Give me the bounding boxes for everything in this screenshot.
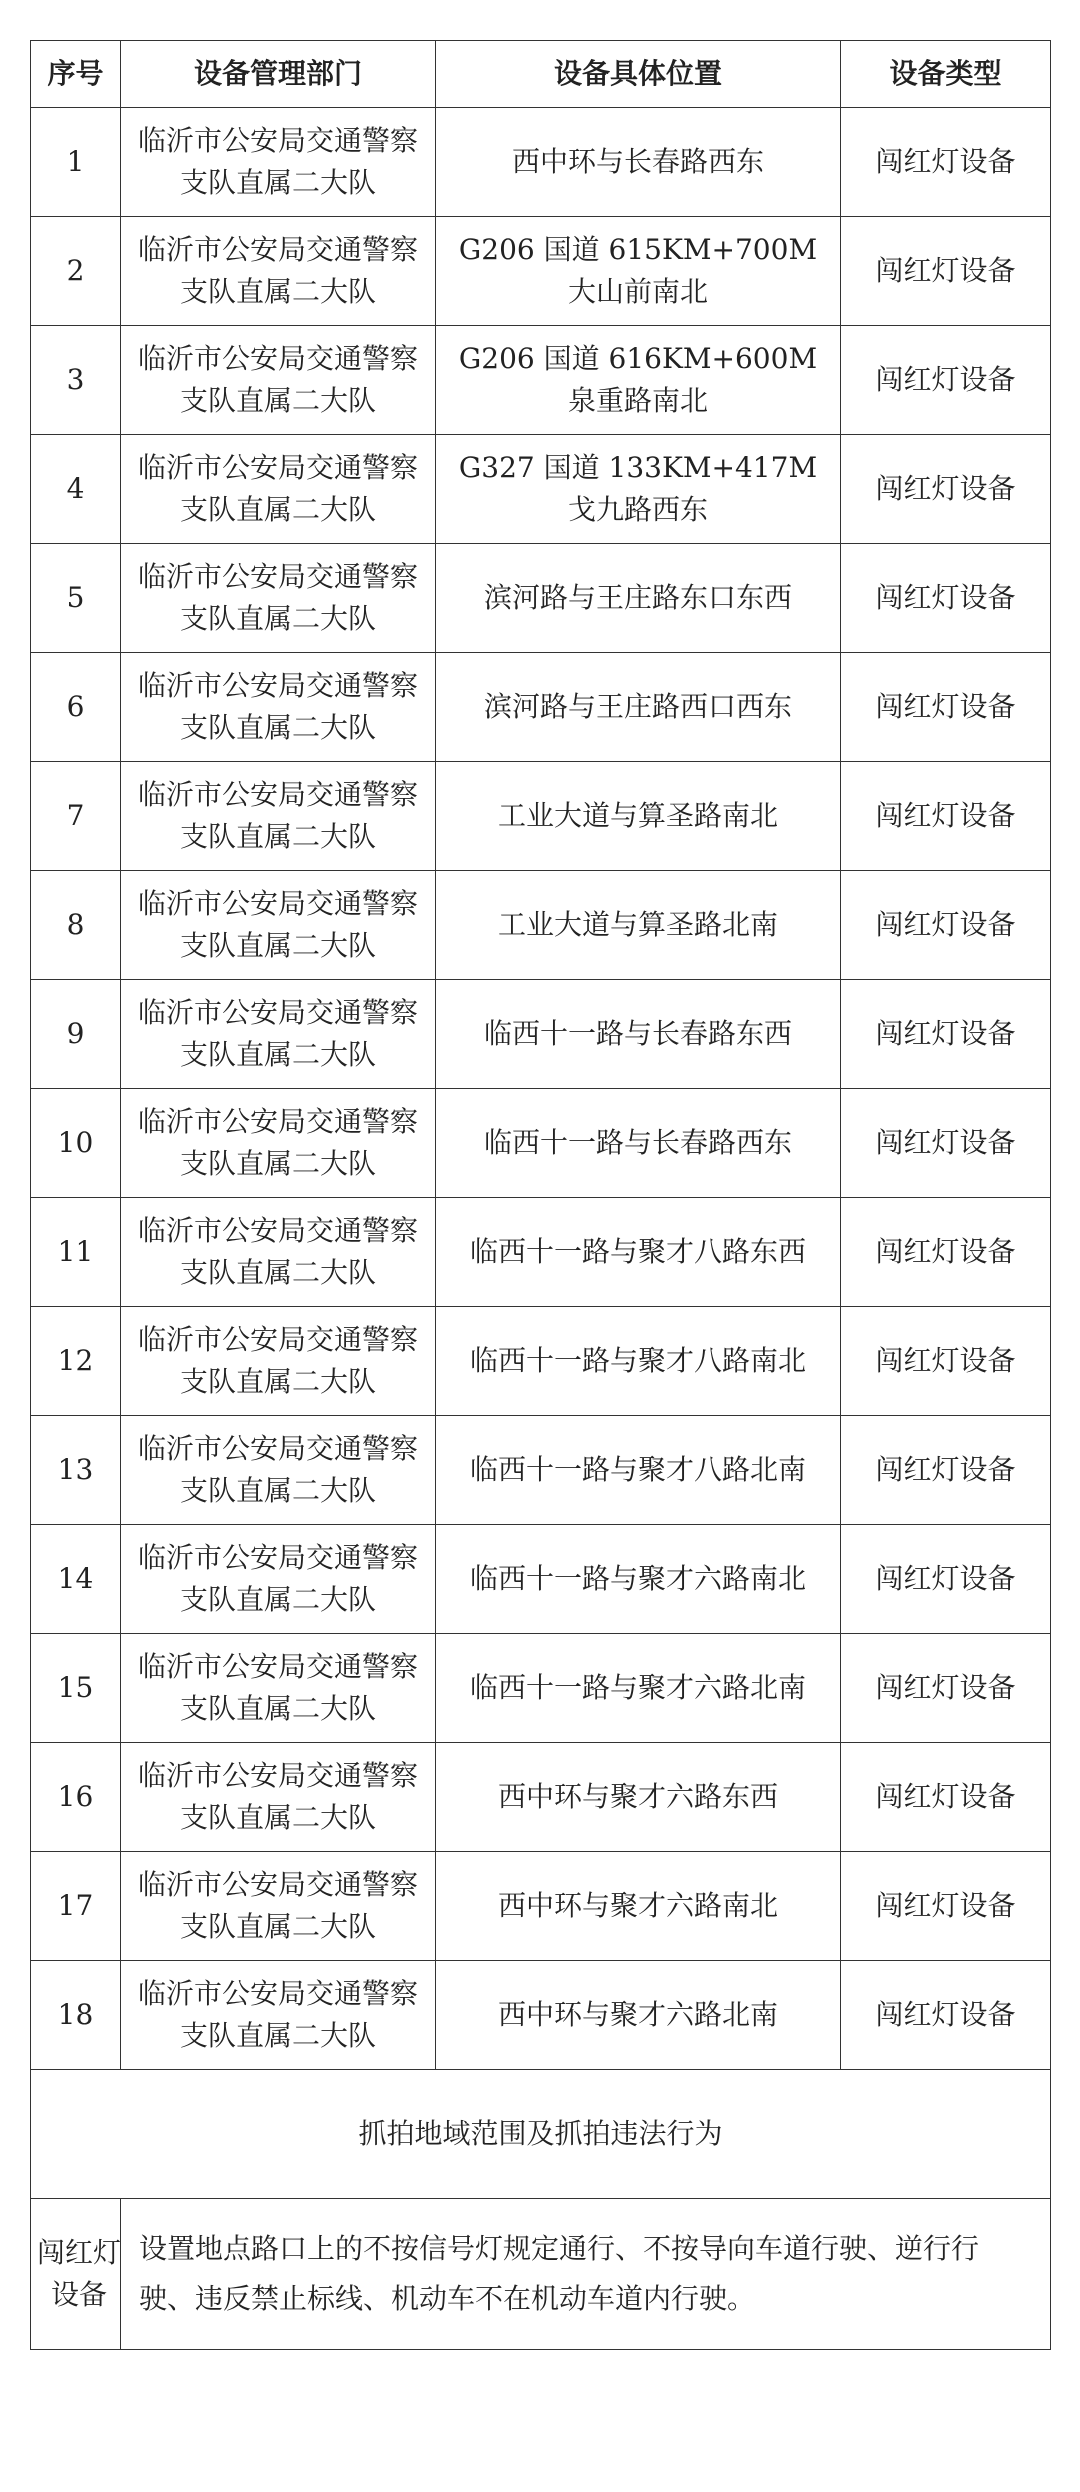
cell-dept: 临沂市公安局交通警察支队直属二大队 <box>121 1525 436 1634</box>
cell-dept: 临沂市公安局交通警察支队直属二大队 <box>121 326 436 435</box>
device-table <box>30 40 1051 2350</box>
cell-dept: 临沂市公安局交通警察支队直属二大队 <box>121 1307 436 1416</box>
cell-type: 闯红灯设备 <box>841 1961 1051 2070</box>
cell-seq: 1 <box>31 108 121 217</box>
cell-location: 西中环与长春路西东 <box>436 108 841 217</box>
cell-location: 工业大道与算圣路南北 <box>436 762 841 871</box>
table-row <box>31 1307 1051 1416</box>
cell-seq: 7 <box>31 762 121 871</box>
cell-dept: 临沂市公安局交通警察支队直属二大队 <box>121 762 436 871</box>
section-title: 抓拍地域范围及抓拍违法行为 <box>31 2070 1051 2199</box>
cell-location: 西中环与聚才六路北南 <box>436 1961 841 2070</box>
cell-seq: 4 <box>31 435 121 544</box>
table-row <box>31 435 1051 544</box>
table-row <box>31 980 1051 1089</box>
cell-location: G206 国道 615KM+700M 大山前南北 <box>436 217 841 326</box>
cell-seq: 5 <box>31 544 121 653</box>
cell-type: 闯红灯设备 <box>841 1634 1051 1743</box>
cell-dept: 临沂市公安局交通警察支队直属二大队 <box>121 871 436 980</box>
cell-type: 闯红灯设备 <box>841 1852 1051 1961</box>
table-row <box>31 1743 1051 1852</box>
cell-location: 西中环与聚才六路东西 <box>436 1743 841 1852</box>
table-row <box>31 1961 1051 2070</box>
table-row <box>31 217 1051 326</box>
cell-seq: 3 <box>31 326 121 435</box>
table-row <box>31 871 1051 980</box>
cell-seq: 12 <box>31 1307 121 1416</box>
cell-type: 闯红灯设备 <box>841 108 1051 217</box>
cell-dept: 临沂市公安局交通警察支队直属二大队 <box>121 1743 436 1852</box>
table-row <box>31 108 1051 217</box>
cell-seq: 18 <box>31 1961 121 2070</box>
table-row <box>31 1089 1051 1198</box>
rule-label-text: 闯红灯设备 <box>37 2236 122 2311</box>
cell-type: 闯红灯设备 <box>841 1743 1051 1852</box>
cell-location: 临西十一路与聚才六路南北 <box>436 1525 841 1634</box>
rule-row <box>31 2199 1051 2350</box>
cell-seq: 11 <box>31 1198 121 1307</box>
cell-location: 滨河路与王庄路东口东西 <box>436 544 841 653</box>
cell-location: 临西十一路与聚才六路北南 <box>436 1634 841 1743</box>
cell-location: 西中环与聚才六路南北 <box>436 1852 841 1961</box>
table-row <box>31 544 1051 653</box>
cell-seq: 16 <box>31 1743 121 1852</box>
table-row <box>31 653 1051 762</box>
cell-seq: 13 <box>31 1416 121 1525</box>
section-title-row <box>31 2070 1051 2199</box>
rule-text: 设置地点路口上的不按信号灯规定通行、不按导向车道行驶、逆行行驶、违反禁止标线、机动车不在机动车道内行驶。 <box>121 2199 1051 2350</box>
table-row <box>31 1634 1051 1743</box>
cell-location: 临西十一路与长春路东西 <box>436 980 841 1089</box>
cell-location: 临西十一路与聚才八路南北 <box>436 1307 841 1416</box>
cell-location: G206 国道 616KM+600M 泉重路南北 <box>436 326 841 435</box>
cell-seq: 17 <box>31 1852 121 1961</box>
cell-type: 闯红灯设备 <box>841 653 1051 762</box>
table-row <box>31 1416 1051 1525</box>
cell-seq: 8 <box>31 871 121 980</box>
cell-location: 临西十一路与聚才八路北南 <box>436 1416 841 1525</box>
table-row <box>31 1852 1051 1961</box>
cell-type: 闯红灯设备 <box>841 980 1051 1089</box>
header-dept: 设备管理部门 <box>121 41 436 108</box>
cell-type: 闯红灯设备 <box>841 762 1051 871</box>
cell-dept: 临沂市公安局交通警察支队直属二大队 <box>121 1198 436 1307</box>
cell-dept: 临沂市公安局交通警察支队直属二大队 <box>121 653 436 762</box>
cell-dept: 临沂市公安局交通警察支队直属二大队 <box>121 108 436 217</box>
cell-seq: 14 <box>31 1525 121 1634</box>
cell-type: 闯红灯设备 <box>841 544 1051 653</box>
header-type: 设备类型 <box>841 41 1051 108</box>
table-row <box>31 1198 1051 1307</box>
cell-dept: 临沂市公安局交通警察支队直属二大队 <box>121 1852 436 1961</box>
cell-type: 闯红灯设备 <box>841 1307 1051 1416</box>
header-location: 设备具体位置 <box>436 41 841 108</box>
cell-seq: 6 <box>31 653 121 762</box>
cell-dept: 临沂市公安局交通警察支队直属二大队 <box>121 435 436 544</box>
cell-type: 闯红灯设备 <box>841 1089 1051 1198</box>
cell-location: 临西十一路与长春路西东 <box>436 1089 841 1198</box>
cell-type: 闯红灯设备 <box>841 217 1051 326</box>
cell-dept: 临沂市公安局交通警察支队直属二大队 <box>121 544 436 653</box>
cell-type: 闯红灯设备 <box>841 1198 1051 1307</box>
cell-seq: 15 <box>31 1634 121 1743</box>
cell-dept: 临沂市公安局交通警察支队直属二大队 <box>121 980 436 1089</box>
cell-type: 闯红灯设备 <box>841 871 1051 980</box>
cell-type: 闯红灯设备 <box>841 435 1051 544</box>
cell-type: 闯红灯设备 <box>841 1525 1051 1634</box>
cell-location: 滨河路与王庄路西口西东 <box>436 653 841 762</box>
cell-location: 临西十一路与聚才八路东西 <box>436 1198 841 1307</box>
cell-dept: 临沂市公安局交通警察支队直属二大队 <box>121 1416 436 1525</box>
cell-seq: 10 <box>31 1089 121 1198</box>
cell-dept: 临沂市公安局交通警察支队直属二大队 <box>121 1089 436 1198</box>
cell-dept: 临沂市公安局交通警察支队直属二大队 <box>121 217 436 326</box>
cell-dept: 临沂市公安局交通警察支队直属二大队 <box>121 1634 436 1743</box>
table-row <box>31 326 1051 435</box>
cell-dept: 临沂市公安局交通警察支队直属二大队 <box>121 1961 436 2070</box>
header-seq: 序号 <box>31 41 121 108</box>
table-row <box>31 1525 1051 1634</box>
cell-seq: 2 <box>31 217 121 326</box>
cell-location: 工业大道与算圣路北南 <box>436 871 841 980</box>
cell-seq: 9 <box>31 980 121 1089</box>
table-header-row <box>31 41 1051 108</box>
table-body <box>31 108 1051 2070</box>
cell-type: 闯红灯设备 <box>841 326 1051 435</box>
table-row <box>31 762 1051 871</box>
cell-location: G327 国道 133KM+417M 戈九路西东 <box>436 435 841 544</box>
cell-type: 闯红灯设备 <box>841 1416 1051 1525</box>
rule-label <box>31 2199 121 2350</box>
